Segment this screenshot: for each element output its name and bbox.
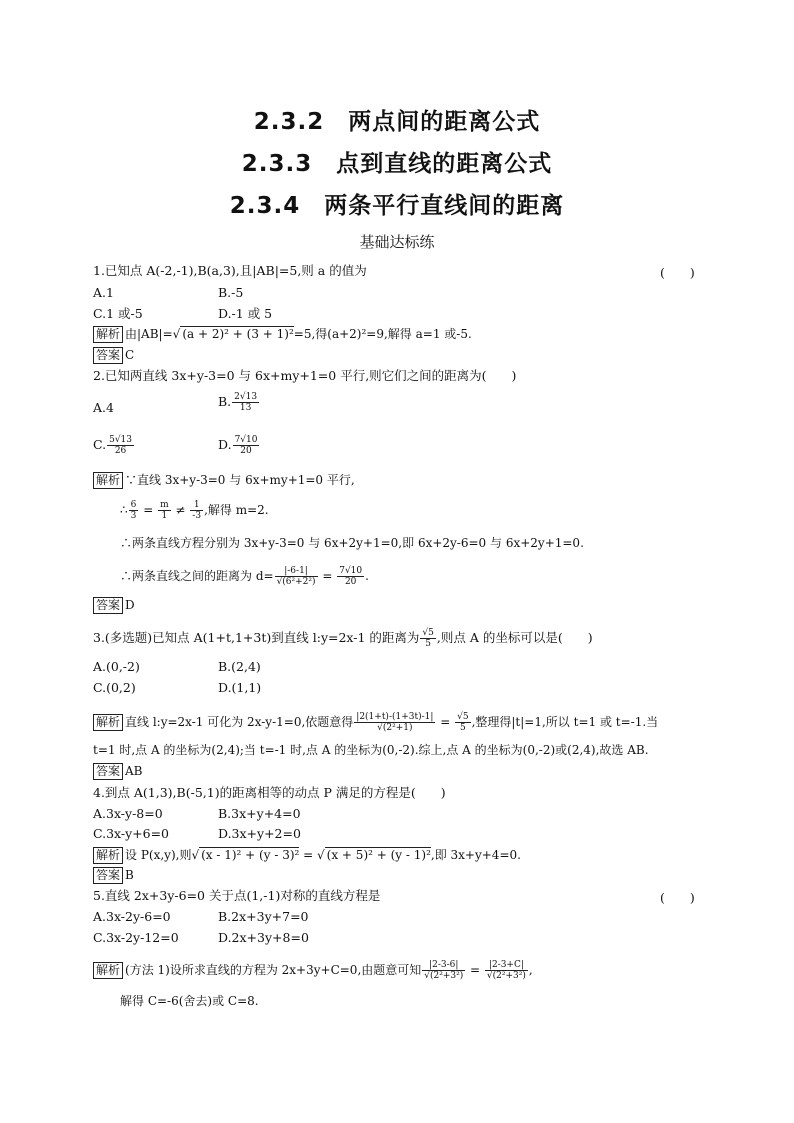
fraction-numerator: |2-3-6| <box>422 960 465 971</box>
answer-paren: ( ) <box>660 265 695 280</box>
q2-solution-line-3: ∴两条直线方程分别为 3x+y-3=0 与 6x+2y+1=0,即 6x+2y-6=0 与 6x+2y+1=0. <box>120 536 584 550</box>
distance-result-fraction <box>337 566 364 587</box>
q2-answer-value: D <box>125 598 135 612</box>
q4-option-b: B.3x+y+4=0 <box>218 806 301 821</box>
equals-sign: = <box>299 848 318 862</box>
question-3-stem <box>93 628 593 649</box>
section-title-2-3-4: 2.3.4 两条平行直线间的距离 <box>229 193 565 219</box>
analysis-tag: 解析 <box>93 962 123 979</box>
q4-option-c: C.3x-y+6=0 <box>93 826 170 841</box>
answer-tag: 答案 <box>93 597 123 614</box>
q2-answer <box>93 597 135 614</box>
q2-solution-line-4 <box>120 566 369 587</box>
fraction-numerator: 6 <box>130 500 137 510</box>
q4-sol-pre: 设 P(x,y),则 <box>125 848 192 862</box>
q4-option-d: D.3x+y+2=0 <box>218 826 301 841</box>
q2-option-c-fraction <box>107 435 134 456</box>
q2-option-c-label: C. <box>93 437 107 452</box>
fraction-numerator: √5 <box>422 628 434 638</box>
period: . <box>365 569 369 583</box>
q5-solution-line-1 <box>93 960 533 981</box>
fraction-denominator: 13 <box>239 403 252 413</box>
fraction-denominator: 20 <box>240 446 252 456</box>
question-4-stem: 4.到点 A(1,3),B(-5,1)的距离相等的动点 P 满足的方程是( ) <box>93 785 446 800</box>
q4-answer-value: B <box>125 868 134 882</box>
q2-sol-text-4: ∴两条直线之间的距离为 d= <box>120 569 274 583</box>
q2-option-b-label: B. <box>218 394 232 409</box>
answer-tag: 答案 <box>93 347 123 364</box>
sqrt-sign: √ <box>172 327 181 341</box>
q5-sol-pre: (方法 1)设所求直线的方程为 2x+3y+C=0,由题意可知 <box>125 963 422 977</box>
q2-sol-text-1: ∵直线 3x+y-3=0 与 6x+my+1=0 平行, <box>125 473 355 487</box>
fraction-denominator: 5 <box>459 723 466 733</box>
q1-option-b: B.-5 <box>218 285 244 300</box>
q2-option-b <box>218 392 260 413</box>
q3-stem-post: ,则点 A 的坐标可以是( ) <box>436 630 593 645</box>
q1-solution <box>93 326 472 343</box>
q3-sol-pre: 直线 l:y=2x-1 可化为 2x-y-1=0,依题意得 <box>125 715 354 729</box>
fraction-numerator: m <box>160 500 169 510</box>
q2-option-b-fraction <box>232 392 259 413</box>
equals-sign: = <box>139 503 158 517</box>
question-2-stem: 2.已知两直线 3x+y-3=0 与 6x+my+1=0 平行,则它们之间的距离为( ) <box>93 368 517 383</box>
q1-sol-radicand: (a + 2)² + (3 + 1)² <box>182 327 294 341</box>
q2-sol-text-2: ,解得 m=2. <box>204 503 269 517</box>
q3-stem-fraction <box>420 628 435 649</box>
fraction-1-neg3 <box>190 500 203 521</box>
q5-option-a: A.3x-2y-6=0 <box>93 909 171 924</box>
not-equal-sign: ≠ <box>171 503 190 517</box>
q3-option-a: A.(0,-2) <box>93 659 140 674</box>
q5-option-d: D.2x+3y+8=0 <box>218 930 309 945</box>
fraction-denominator: 5 <box>425 639 432 649</box>
q1-option-c: C.1 或-5 <box>93 306 143 321</box>
practice-subtitle: 基础达标练 <box>359 233 435 251</box>
q3-sol-post: ,整理得|t|=1,所以 t=1 或 t=-1.当 <box>471 715 659 729</box>
fraction-denominator: √(2²+1) <box>377 723 413 733</box>
answer-paren: ( ) <box>660 890 695 905</box>
q5-option-b: B.2x+3y+7=0 <box>218 909 309 924</box>
fraction-numerator: 1 <box>190 500 203 511</box>
q1-option-d: D.-1 或 5 <box>218 306 273 321</box>
section-title-2-3-3: 2.3.3 点到直线的距离公式 <box>241 151 553 177</box>
question-1-stem: 1.已知点 A(-2,-1),B(a,3),且|AB|=5,则 a 的值为 <box>93 263 367 278</box>
q2-option-d-fraction <box>233 435 260 456</box>
q4-option-a: A.3x-y-8=0 <box>93 806 163 821</box>
q3-option-c: C.(0,2) <box>93 680 136 695</box>
q2-solution-line-2 <box>120 500 269 521</box>
q2-option-c <box>93 435 135 456</box>
fraction-m-1 <box>158 500 171 521</box>
distance-fraction <box>275 566 318 587</box>
fraction-numerator: |2(1+t)-(1+3t)-1| <box>356 712 434 722</box>
q4-sol-post: ,即 3x+y+4=0. <box>430 848 521 862</box>
q3-solution-line-2: t=1 时,点 A 的坐标为(2,4);当 t=-1 时,点 A 的坐标为(0,-2).综上,点 A 的坐标为(0,-2)或(2,4),故选 AB. <box>93 743 649 757</box>
fraction-denominator: 26 <box>114 446 127 456</box>
q1-answer-value: C <box>125 348 135 362</box>
analysis-tag: 解析 <box>93 326 123 343</box>
comma: , <box>528 963 533 977</box>
equals-sign: = <box>466 963 484 977</box>
q4-solution <box>93 847 521 864</box>
fraction-numerator: √5 <box>457 712 469 722</box>
fraction-numerator: 7√10 <box>339 566 363 576</box>
fraction-denominator: 20 <box>344 577 357 587</box>
q4-radicand-2: (x + 5)² + (y - 1)² <box>326 848 431 862</box>
q5-option-c: C.3x-2y-12=0 <box>93 930 179 945</box>
q3-distance-fraction <box>354 712 435 733</box>
therefore-sign: ∴ <box>120 503 128 517</box>
fraction-denominator: √(2²+3²) <box>486 971 526 981</box>
fraction-denominator: -3 <box>192 511 202 521</box>
fraction-denominator: √(6²+2²) <box>276 577 316 587</box>
q3-stem-pre: 3.(多选题)已知点 A(1+t,1+3t)到直线 l:y=2x-1 的距离为 <box>93 630 420 645</box>
q5-solution-line-2: 解得 C=-6(舍去)或 C=8. <box>120 994 259 1008</box>
sqrt-sign: √ <box>191 848 200 862</box>
fraction-numerator: |2-3+C| <box>485 960 528 971</box>
q3-answer-value: AB <box>125 764 143 778</box>
fraction-numerator: 7√10 <box>234 435 258 445</box>
q2-solution-line-1 <box>93 472 355 489</box>
q4-answer <box>93 867 134 884</box>
fraction-numerator: 5√13 <box>109 435 133 445</box>
answer-tag: 答案 <box>93 867 123 884</box>
fraction-numerator: |-6-1| <box>275 566 318 577</box>
analysis-tag: 解析 <box>93 847 123 864</box>
question-5-stem: 5.直线 2x+3y-6=0 关于点(1,-1)对称的直线方程是 <box>93 888 381 903</box>
q5-right-fraction <box>485 960 528 981</box>
q3-solution-line-1 <box>93 712 658 733</box>
q3-option-b: B.(2,4) <box>218 659 261 674</box>
q3-result-fraction <box>455 712 470 733</box>
q5-left-fraction <box>422 960 465 981</box>
q1-option-a: A.1 <box>93 285 114 300</box>
q1-sol-pre: 由|AB|= <box>125 327 173 341</box>
q1-answer <box>93 347 134 364</box>
fraction-denominator: √(2²+3²) <box>424 971 464 981</box>
fraction-denominator: 1 <box>161 511 168 521</box>
answer-tag: 答案 <box>93 763 123 780</box>
sqrt-sign: √ <box>317 848 325 862</box>
fraction-denominator: 3 <box>130 511 137 521</box>
analysis-tag: 解析 <box>93 472 123 489</box>
q3-option-d: D.(1,1) <box>218 680 262 695</box>
q4-radicand-1: (x - 1)² + (y - 3)² <box>201 848 300 862</box>
q1-sol-post: =5,得(a+2)²=9,解得 a=1 或-5. <box>293 327 472 341</box>
q3-answer <box>93 763 143 780</box>
analysis-tag: 解析 <box>93 714 123 731</box>
q2-option-a: A.4 <box>93 400 114 415</box>
q2-option-d <box>218 435 260 456</box>
q2-option-d-label: D. <box>218 437 232 452</box>
section-title-2-3-2: 2.3.2 两点间的距离公式 <box>253 109 541 135</box>
fraction-numerator: 2√13 <box>234 392 258 402</box>
equals-sign: = <box>436 715 455 729</box>
fraction-6-3 <box>129 500 139 521</box>
equals-sign: = <box>318 569 337 583</box>
